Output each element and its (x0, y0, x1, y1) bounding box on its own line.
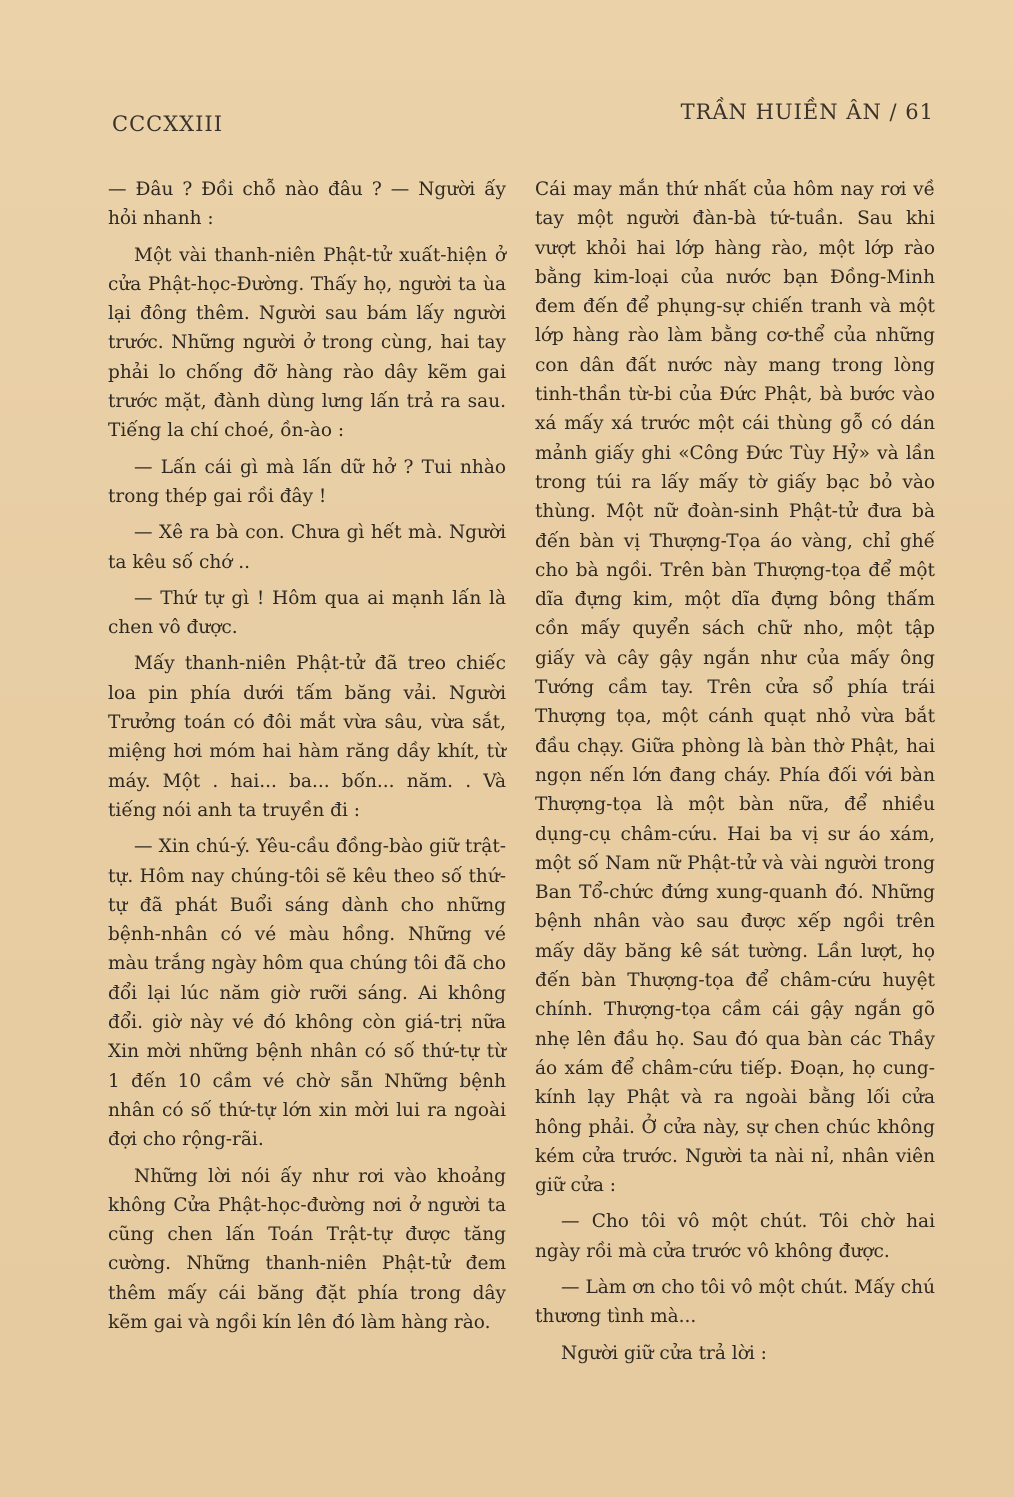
paragraph: Những lời nói ấy như rơi vào khoảng không Cửa Phật-học-đường nơi ở người ta cũng chen lấn Toán Trật-tự được tăng cường. Những thanh-niên Phật-tử đem thêm mấy cái băng đặt phía trong dây kẽm gai và ngồi kín lên đó làm hàng rào. (108, 1165, 506, 1333)
paragraph: — Làm ơn cho tôi vô một chút. Mấy chú thương tình mà... (535, 1276, 935, 1328)
paragraph: Mấy thanh-niên Phật-tử đã treo chiếc loa pin phía dưới tấm băng vải. Người Trưởng toán có đôi mắt vừa sâu, vừa sắt, miệng hơi móm hai hàm răng dầy khít, từ máy. Một . hai... ba... bốn... năm. . Và tiếng nói anh ta truyền đi : (108, 653, 506, 821)
chapter-number: CCCXXIII (112, 112, 223, 136)
paragraph: — Xê ra bà con. Chưa gì hết mà. Người ta kêu số chớ .. (108, 522, 506, 573)
right-text-column (535, 175, 935, 1375)
paragraph: — Đâu ? Đồi chỗ nào đâu ? — Người ấy hỏi nhanh : (108, 179, 506, 230)
paragraph: — Thứ tự gì ! Hôm qua ai mạnh lấn là chen vô được. (108, 587, 506, 639)
left-text-column (108, 175, 506, 1344)
author-and-page-number: TRẦN HUIỀN ÂN / 61 (680, 100, 934, 124)
paragraph: — Lấn cái gì mà lấn dữ hở ? Tui nhào trong thép gai rồi đây ! (108, 456, 506, 507)
paragraph: Cái may mắn thứ nhất của hôm nay rơi về tay một người đàn-bà tứ-tuần. Sau khi vượt khỏi hai lớp hàng rào, một lớp rào bằng kim-loại của nước bạn Đồng-Minh đem đến để phụng-sự chiến tranh và một lớp hàng rào làm bằng cơ-thể của những con dân đất nước này mang trong lòng tinh-thần từ-bi của Đức Phật, bà bước vào xá mấy xá trước một cái thùng gỗ có dán mảnh giấy ghi «Công Đức Tùy Hỷ» và lần trong túi ra lấy mấy tờ giấy bạc bỏ vào thùng. Một nữ đoàn-sinh Phật-tử đưa bà đến bàn vị Thượng-Tọa áo vàng, chỉ ghế cho bà ngồi. Trên bàn Thượng-tọa để một dĩa đựng kim, một dĩa đựng bông thấm cồn mấy quyển sách chữ nho, một tập giấy và cây gậy ngắn như của mấy ông Tướng cầm tay. Trên cửa sổ phía trái Thượng tọa, một cánh quạt nhỏ vừa bắt đầu chạy. Giữa phòng là bàn thờ Phật, hai ngọn nến lớn đang cháy. Phía đối với bàn Thượng-tọa là một bàn nữa, để nhiều dụng-cụ châm-cứu. Hai ba vị sư áo xám, một số Nam nữ Phật-tử và vài người trong Ban Tổ-chức đứng xung-quanh đó. Những bệnh nhân vào sau được xếp ngồi trên mấy dãy băng kê sát tường. Lần lượt, họ đến bàn Thượng-tọa để châm-cứu huyệt chính. Thượng-tọa cầm cái gậy ngắn gõ nhẹ lên đầu họ. Sau đó qua bàn các Thầy áo xám để châm-cứu tiếp. Đoạn, họ cung-kính lạy Phật và ra ngoài bằng lối cửa hông phải. Ở cửa này, sự chen chúc không kém cửa trước. Người ta nài nỉ, nhân viên giữ cửa : (535, 179, 935, 1197)
paragraph: — Cho tôi vô một chút. Tôi chờ hai ngày rồi mà cửa trước vô không được. (535, 1211, 935, 1262)
paragraph: — Xin chú-ý. Yêu-cầu đồng-bào giữ trật-tự. Hôm nay chúng-tôi sẽ kêu theo số thứ-tự đã phát Buổi sáng dành cho những bệnh-nhân có vé màu hồng. Những vé màu trắng ngày hôm qua chúng tôi đã cho đổi lại lúc năm giờ rưỡi sáng. Ai không đổi. giờ này vé đó không còn giá-trị nữa Xin mời những bệnh nhân có số thứ-tự từ 1 đến 10 cầm vé chờ sẵn Những bệnh nhân có số thứ-tự lớn xin mời lui ra ngoài đợi cho rộng-rãi. (108, 836, 506, 1151)
paragraph: Một vài thanh-niên Phật-tử xuất-hiện ở cửa Phật-học-Đường. Thấy họ, người ta ùa lại đông thêm. Người sau bám lấy người trước. Những người ở trong cùng, hai tay phải lo chống đỡ hàng rào dây kẽm gai trước mặt, đành dùng lưng lấn trả ra sau. Tiếng la chí choé, ồn-ào : (108, 244, 506, 442)
paragraph: Người giữ cửa trả lời : (561, 1342, 767, 1364)
